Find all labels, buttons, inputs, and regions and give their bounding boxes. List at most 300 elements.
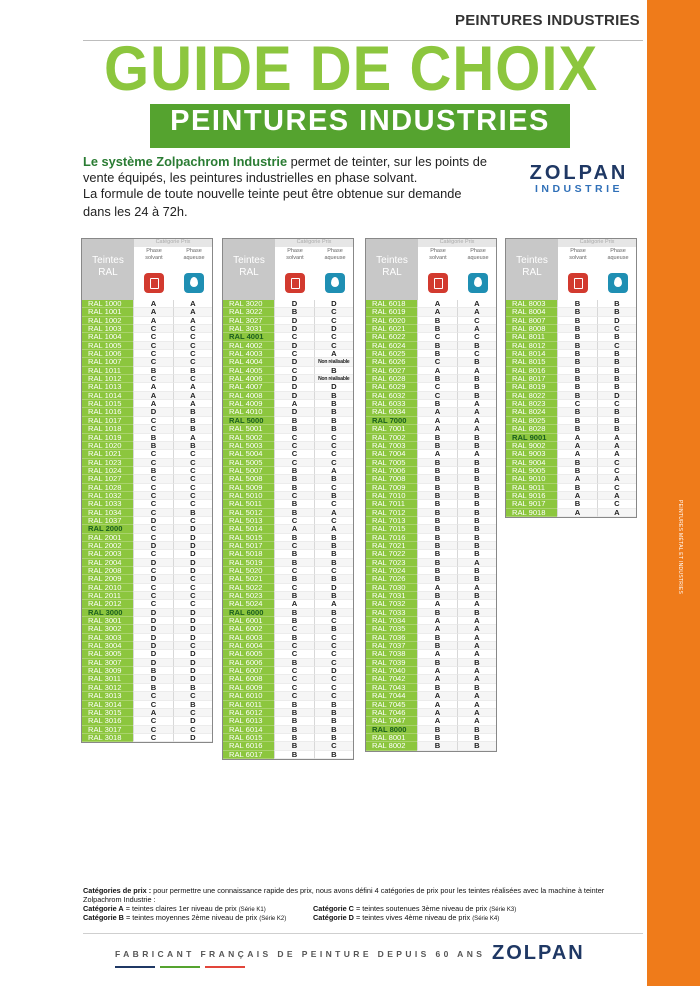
price-solvant: A (417, 650, 456, 658)
ral-code: RAL 3013 (82, 692, 133, 700)
table-header (506, 239, 636, 300)
price-aqueuse: C (314, 634, 353, 642)
price-aqueuse: B (173, 701, 212, 709)
table-body (366, 300, 496, 751)
price-aqueuse: B (314, 717, 353, 725)
price-solvant: A (417, 450, 456, 458)
category-d (313, 914, 543, 924)
price-solvant: A (274, 600, 313, 608)
header-categorie-prix: Catégorie Prix (558, 239, 636, 247)
water-drop-icon (608, 273, 628, 293)
ral-code: RAL 1011 (82, 367, 133, 375)
intro-line2: La formule de toute nouvelle teinte peut être obtenue sur demande (83, 186, 462, 201)
price-aqueuse: B (457, 383, 496, 391)
table-row (506, 509, 636, 517)
ral-code: RAL 6007 (223, 667, 274, 675)
price-aqueuse: B (457, 659, 496, 667)
price-aqueuse: B (457, 534, 496, 542)
ral-code: RAL 1004 (82, 333, 133, 341)
ral-code: RAL 5021 (223, 575, 274, 583)
phase-type-label: aqueuse (467, 255, 489, 261)
price-solvant: D (133, 675, 172, 683)
ral-code: RAL 3027 (223, 317, 274, 325)
price-aqueuse: D (314, 667, 353, 675)
price-aqueuse: C (457, 333, 496, 341)
price-aqueuse: A (173, 400, 212, 408)
ral-code: RAL 1003 (82, 325, 133, 333)
price-aqueuse: A (173, 434, 212, 442)
price-solvant: C (133, 475, 172, 483)
price-aqueuse: C (173, 333, 212, 341)
ral-code: RAL 1006 (82, 350, 133, 358)
price-aqueuse: A (173, 392, 212, 400)
ral-code: RAL 8000 (366, 726, 417, 734)
ral-code: RAL 8023 (506, 400, 557, 408)
price-solvant: B (417, 459, 456, 467)
ral-code: RAL 4004 (223, 358, 274, 366)
price-solvant: A (557, 509, 596, 517)
price-aqueuse: B (457, 734, 496, 742)
ral-code: RAL 7047 (366, 717, 417, 725)
price-solvant: B (417, 475, 456, 483)
ral-code: RAL 9010 (506, 475, 557, 483)
price-aqueuse: B (457, 509, 496, 517)
price-solvant: D (274, 317, 313, 325)
price-solvant: C (133, 358, 172, 366)
price-solvant: B (133, 684, 172, 692)
ral-code: RAL 7035 (366, 625, 417, 633)
header-ral: RAL (239, 267, 259, 278)
ral-code: RAL 6020 (366, 317, 417, 325)
price-solvant: C (274, 625, 313, 633)
price-aqueuse: B (314, 734, 353, 742)
price-aqueuse: A (173, 308, 212, 316)
table-header (366, 239, 496, 300)
price-solvant: C (274, 667, 313, 675)
ral-code: RAL 8007 (506, 317, 557, 325)
header-teintes-ral (82, 239, 134, 300)
ral-code: RAL 6026 (366, 358, 417, 366)
price-aqueuse: C (314, 742, 353, 750)
price-aqueuse: C (314, 517, 353, 525)
price-solvant: B (557, 342, 596, 350)
price-aqueuse: C (457, 350, 496, 358)
price-solvant: A (417, 709, 456, 717)
price-aqueuse: C (173, 592, 212, 600)
price-solvant: B (417, 534, 456, 542)
price-aqueuse: A (457, 675, 496, 683)
price-aqueuse: B (173, 425, 212, 433)
price-solvant: A (417, 675, 456, 683)
price-aqueuse: C (173, 584, 212, 592)
price-solvant: B (417, 317, 456, 325)
price-aqueuse: C (173, 500, 212, 508)
price-aqueuse: C (597, 484, 636, 492)
price-solvant: A (417, 701, 456, 709)
price-aqueuse: C (314, 317, 353, 325)
price-solvant: A (274, 525, 313, 533)
price-aqueuse: A (457, 667, 496, 675)
price-solvant: B (417, 342, 456, 350)
price-solvant: C (274, 442, 313, 450)
price-solvant: A (417, 692, 456, 700)
ral-code: RAL 3001 (82, 617, 133, 625)
intro-rest: permet de teinter, sur les points de vente équipés, les peintures industrielles en phase solvant. (83, 154, 487, 185)
price-solvant: C (274, 642, 313, 650)
ral-code: RAL 1012 (82, 375, 133, 383)
price-solvant: D (133, 642, 172, 650)
price-solvant: B (557, 350, 596, 358)
price-solvant: B (274, 634, 313, 642)
ral-code: RAL 3012 (82, 684, 133, 692)
ral-code: RAL 5023 (223, 592, 274, 600)
price-solvant: B (274, 500, 313, 508)
ral-code: RAL 8003 (506, 300, 557, 308)
ral-code: RAL 6005 (223, 650, 274, 658)
ral-code: RAL 1000 (82, 300, 133, 308)
ral-code: RAL 3003 (82, 634, 133, 642)
price-aqueuse: B (314, 726, 353, 734)
price-solvant: B (417, 684, 456, 692)
ral-code: RAL 7013 (366, 517, 417, 525)
header-teintes: Teintes (376, 255, 408, 266)
price-aqueuse: B (597, 425, 636, 433)
ral-code: RAL 6019 (366, 308, 417, 316)
ral-code: RAL 3014 (82, 701, 133, 709)
category-b-text: = teintes moyennes 2ème niveau de prix (123, 913, 260, 923)
ral-code: RAL 8022 (506, 392, 557, 400)
price-solvant: D (133, 625, 172, 633)
table-body (506, 300, 636, 517)
price-solvant: A (133, 392, 172, 400)
ral-code: RAL 6012 (223, 709, 274, 717)
price-solvant: B (274, 484, 313, 492)
price-solvant: A (417, 408, 456, 416)
ral-code: RAL 8019 (506, 383, 557, 391)
solvent-can-icon (568, 273, 588, 293)
price-solvant: C (274, 650, 313, 658)
ral-code: RAL 3031 (223, 325, 274, 333)
price-solvant: B (274, 425, 313, 433)
ral-code: RAL 6015 (223, 734, 274, 742)
price-aqueuse: B (457, 550, 496, 558)
price-aqueuse: B (173, 408, 212, 416)
ral-code: RAL 7001 (366, 425, 417, 433)
ral-code: RAL 7022 (366, 550, 417, 558)
price-aqueuse: A (457, 417, 496, 425)
ral-code: RAL 3022 (223, 308, 274, 316)
price-solvant: C (274, 450, 313, 458)
price-aqueuse: D (173, 667, 212, 675)
price-solvant: C (133, 600, 172, 608)
price-solvant: A (417, 625, 456, 633)
ral-code: RAL 7009 (366, 484, 417, 492)
ral-code: RAL 5012 (223, 509, 274, 517)
sidebar-label: PEINTURES MÉTAL ET INDUSTRIES (677, 500, 683, 595)
price-categories-note (83, 887, 623, 924)
zolpan-industrie-logo (522, 163, 636, 195)
price-solvant: C (274, 367, 313, 375)
ral-code: RAL 2010 (82, 584, 133, 592)
price-solvant: B (274, 734, 313, 742)
price-aqueuse: B (457, 459, 496, 467)
price-solvant: C (133, 375, 172, 383)
table-header (223, 239, 353, 300)
price-aqueuse: A (314, 509, 353, 517)
price-solvant: A (557, 450, 596, 458)
price-aqueuse: A (597, 434, 636, 442)
price-aqueuse: C (314, 692, 353, 700)
price-solvant: B (274, 726, 313, 734)
price-aqueuse: D (314, 325, 353, 333)
ral-code: RAL 7005 (366, 459, 417, 467)
price-aqueuse: A (457, 367, 496, 375)
price-aqueuse: A (457, 717, 496, 725)
price-solvant: B (274, 417, 313, 425)
price-solvant: B (417, 609, 456, 617)
table-row (223, 350, 353, 358)
price-aqueuse: B (457, 684, 496, 692)
ral-code: RAL 3017 (82, 726, 133, 734)
ral-code: RAL 9003 (506, 450, 557, 458)
price-aqueuse: B (457, 467, 496, 475)
ral-code: RAL 7038 (366, 650, 417, 658)
ral-code: RAL 7033 (366, 609, 417, 617)
price-solvant: D (133, 634, 172, 642)
price-solvant: D (274, 408, 313, 416)
ral-table-3 (365, 238, 497, 752)
price-aqueuse: A (173, 300, 212, 308)
price-aqueuse: D (173, 634, 212, 642)
price-aqueuse: B (457, 492, 496, 500)
ral-code: RAL 7034 (366, 617, 417, 625)
price-aqueuse: A (597, 475, 636, 483)
price-aqueuse: D (173, 650, 212, 658)
price-solvant: D (274, 325, 313, 333)
ral-code: RAL 7043 (366, 684, 417, 692)
price-aqueuse: B (314, 475, 353, 483)
price-solvant: B (557, 333, 596, 341)
price-aqueuse: A (457, 692, 496, 700)
ral-code: RAL 6027 (366, 367, 417, 375)
price-aqueuse: A (457, 308, 496, 316)
price-aqueuse: A (457, 408, 496, 416)
price-aqueuse: A (457, 650, 496, 658)
ral-code: RAL 6017 (223, 751, 274, 759)
price-aqueuse: C (314, 650, 353, 658)
table-row (366, 742, 496, 750)
header-phase-solvant (558, 248, 598, 300)
price-solvant: C (133, 525, 172, 533)
phase-label: Phase (287, 248, 303, 254)
price-solvant: B (417, 509, 456, 517)
price-solvant: B (417, 575, 456, 583)
price-solvant: B (274, 534, 313, 542)
ral-code: RAL 5001 (223, 425, 274, 433)
ral-code: RAL 9011 (506, 484, 557, 492)
category-d-label: Catégorie D (313, 913, 354, 923)
ral-code: RAL 5020 (223, 567, 274, 575)
ral-code: RAL 7030 (366, 584, 417, 592)
price-aqueuse: B (457, 525, 496, 533)
ral-code: RAL 3005 (82, 650, 133, 658)
price-aqueuse: A (457, 425, 496, 433)
ral-code: RAL 1007 (82, 358, 133, 366)
price-solvant: C (274, 684, 313, 692)
price-aqueuse: B (173, 684, 212, 692)
price-solvant: C (133, 726, 172, 734)
header-ral: RAL (382, 267, 402, 278)
ral-code: RAL 6021 (366, 325, 417, 333)
ral-code: RAL 7040 (366, 667, 417, 675)
price-solvant: B (417, 500, 456, 508)
price-solvant: B (417, 467, 456, 475)
ral-code: RAL 7039 (366, 659, 417, 667)
price-aqueuse: D (173, 659, 212, 667)
price-aqueuse: B (597, 333, 636, 341)
price-solvant: B (557, 367, 596, 375)
price-solvant: B (557, 317, 596, 325)
price-aqueuse: B (314, 534, 353, 542)
ral-code: RAL 7045 (366, 701, 417, 709)
price-aqueuse: C (314, 333, 353, 341)
price-aqueuse: A (457, 325, 496, 333)
price-solvant: B (417, 734, 456, 742)
price-aqueuse: A (457, 400, 496, 408)
price-solvant: D (133, 659, 172, 667)
price-solvant: B (417, 559, 456, 567)
price-aqueuse: C (597, 400, 636, 408)
ral-code: RAL 2011 (82, 592, 133, 600)
price-solvant: D (274, 375, 313, 383)
header-teintes-ral (223, 239, 275, 300)
price-solvant: C (133, 342, 172, 350)
price-solvant: B (417, 659, 456, 667)
note-intro: pour permettre une connaissance rapide des prix, nous avons défini 4 catégories de prix pour les teintes réalisées avec la machine à teinter Zolpachrom Industrie : (83, 886, 605, 904)
water-drop-icon (325, 273, 345, 293)
ral-code: RAL 4009 (223, 400, 274, 408)
price-solvant: C (274, 517, 313, 525)
price-solvant: A (557, 492, 596, 500)
price-aqueuse: B (314, 592, 353, 600)
ral-code: RAL 1013 (82, 383, 133, 391)
price-solvant: D (274, 358, 313, 366)
price-solvant: B (274, 617, 313, 625)
price-aqueuse: A (314, 467, 353, 475)
price-solvant: A (417, 300, 456, 308)
price-solvant: B (557, 417, 596, 425)
price-aqueuse: D (173, 734, 212, 742)
ral-code: RAL 8011 (506, 333, 557, 341)
price-aqueuse: D (173, 609, 212, 617)
ral-code: RAL 4010 (223, 408, 274, 416)
ral-code: RAL 7002 (366, 434, 417, 442)
price-aqueuse: B (457, 442, 496, 450)
price-solvant: C (133, 692, 172, 700)
price-solvant: B (133, 434, 172, 442)
price-aqueuse: C (173, 692, 212, 700)
price-solvant: C (133, 492, 172, 500)
price-solvant: B (557, 484, 596, 492)
price-solvant: B (274, 751, 313, 759)
price-solvant: A (133, 308, 172, 316)
intro-line3: dans les 24 à 72h. (83, 204, 188, 219)
price-aqueuse: A (314, 350, 353, 358)
price-aqueuse: B (314, 425, 353, 433)
ral-code: RAL 1020 (82, 442, 133, 450)
price-solvant: C (417, 333, 456, 341)
price-solvant: B (417, 484, 456, 492)
price-aqueuse: B (314, 400, 353, 408)
price-solvant: B (557, 325, 596, 333)
solvent-can-icon (428, 273, 448, 293)
price-aqueuse: B (173, 417, 212, 425)
ral-code: RAL 5011 (223, 500, 274, 508)
price-aqueuse: Non réalisable (314, 358, 353, 366)
phase-label: Phase (186, 248, 202, 254)
price-solvant: B (557, 375, 596, 383)
ral-code: RAL 8004 (506, 308, 557, 316)
header-phase-aqueuse (174, 248, 214, 300)
price-aqueuse: C (173, 475, 212, 483)
price-aqueuse: A (457, 709, 496, 717)
table-header (82, 239, 212, 300)
price-aqueuse: B (457, 542, 496, 550)
ral-code: RAL 7010 (366, 492, 417, 500)
ral-code: RAL 9002 (506, 442, 557, 450)
price-aqueuse: B (314, 542, 353, 550)
category-d-text: = teintes vives 4ème niveau de prix (353, 913, 473, 923)
phase-type-label: aqueuse (607, 255, 629, 261)
phase-label: Phase (470, 248, 486, 254)
price-aqueuse: A (457, 617, 496, 625)
price-aqueuse: B (173, 442, 212, 450)
price-solvant: C (133, 734, 172, 742)
price-aqueuse: B (314, 609, 353, 617)
header-teintes-ral (366, 239, 418, 300)
price-solvant: C (133, 459, 172, 467)
price-aqueuse: A (457, 300, 496, 308)
ral-code: RAL 4001 (223, 333, 274, 341)
price-solvant: C (274, 492, 313, 500)
price-solvant: D (274, 342, 313, 350)
price-solvant: B (417, 592, 456, 600)
ral-code: RAL 1001 (82, 308, 133, 316)
price-aqueuse: B (314, 392, 353, 400)
ral-code: RAL 6034 (366, 408, 417, 416)
price-solvant: C (133, 450, 172, 458)
price-aqueuse: D (173, 675, 212, 683)
price-solvant: D (133, 617, 172, 625)
price-aqueuse: B (597, 350, 636, 358)
price-solvant: B (557, 459, 596, 467)
price-solvant: A (417, 600, 456, 608)
ral-code: RAL 7004 (366, 450, 417, 458)
price-aqueuse: D (173, 717, 212, 725)
ral-table-1 (81, 238, 213, 743)
price-solvant: A (417, 425, 456, 433)
price-solvant: D (133, 559, 172, 567)
price-solvant: B (274, 475, 313, 483)
price-aqueuse: A (314, 600, 353, 608)
ral-code: RAL 3018 (82, 734, 133, 742)
ral-code: RAL 4003 (223, 350, 274, 358)
price-solvant: C (274, 542, 313, 550)
price-aqueuse: C (173, 325, 212, 333)
price-solvant: A (133, 400, 172, 408)
price-aqueuse: C (173, 467, 212, 475)
phase-type-label: solvant (429, 255, 447, 261)
